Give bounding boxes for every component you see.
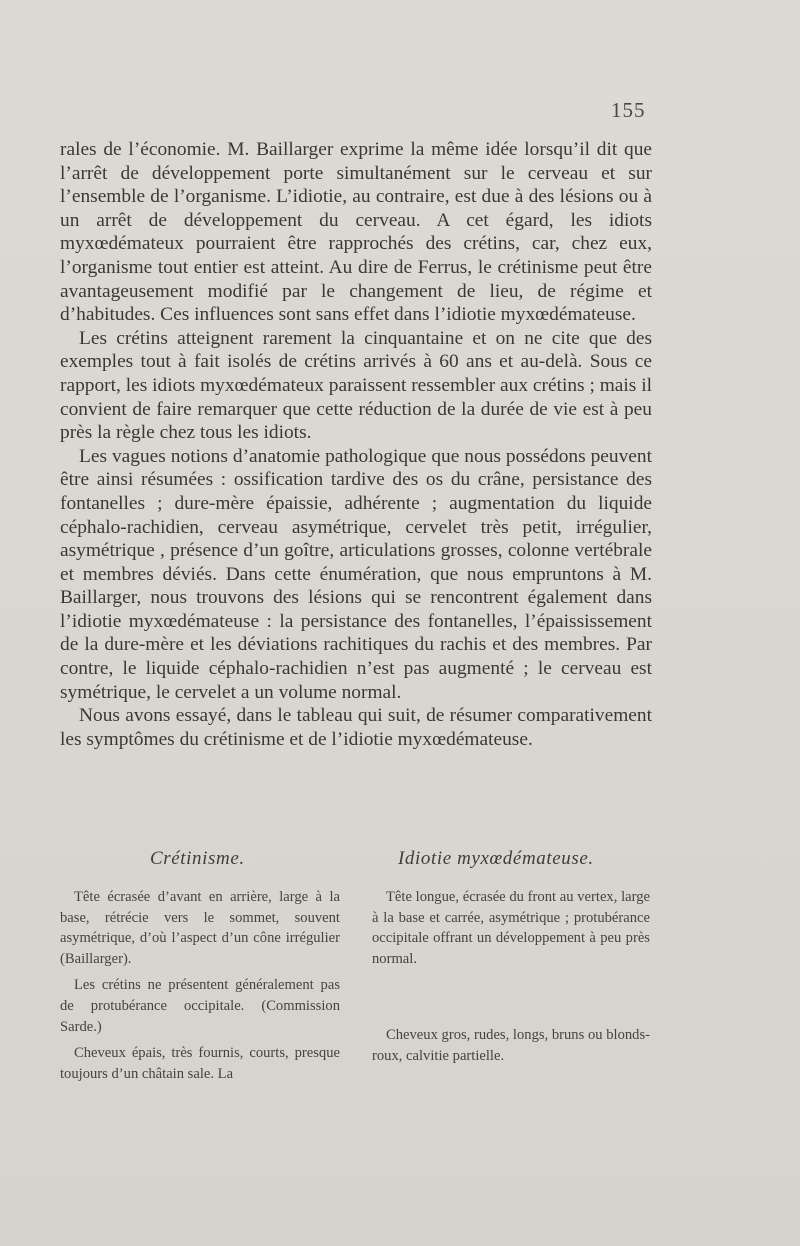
paragraph: Les crétins atteignent rarement la cinquantaine et on ne cite que des exemples tout à fait isolés de crétins arrivés à 60 ans et au-delà. Sous ce rapport, les idiots myxœdémateux paraissent ressembler aux crétins ; mais il convient de faire remarquer que cette réduction de la durée de vie est à peu près la règle chez tous les idiots. xyxy=(60,327,652,444)
column-paragraph: Tête écrasée d’avant en arrière, large à la base, rétrécie vers le sommet, souvent asymétrique, d’où l’aspect d’un cône irrégulier (Baillarger). xyxy=(60,889,340,967)
column-paragraph: Les crétins ne présentent généralement pas de protubérance occipitale. (Commission Sarde.) xyxy=(60,977,340,1035)
myxedema-column-heading: Idiotie myxœdémateuse. xyxy=(398,848,594,869)
column-paragraph: Cheveux gros, rudes, longs, bruns ou blonds-roux, calvitie partielle. xyxy=(372,1027,650,1064)
column-paragraph: Tête longue, écrasée du front au vertex, large à la base et carrée, asymétrique ; protubérance occipitale offrant un développement à peu près normal. xyxy=(372,889,650,967)
myxedema-column xyxy=(372,887,650,1073)
paragraph: Les vagues notions d’anatomie pathologique que nous possédons peuvent être ainsi résumées : ossification tardive des os du crâne, persistance des fontanelles ; dure-mère épaissie, adhérente ; augmentation du liquide céphalo-rachidien, cerveau asymétrique, cervelet très petit, irrégulier, asymétrique , présence d’un goître, articulations grosses, colonne vertébrale et membres déviés. Dans cette énumération, que nous empruntons à M. Baillarger, nous trouvons des lésions qui se rencontrent également dans l’idiotie myxœdémateuse : la persistance des fontanelles, l’épaississement de la dure-mère et les déviations rachitiques du rachis et des membres. Par contre, le liquide céphalo-rachidien n’est pas augmenté ; le cerveau est symétrique, le cervelet a un volume normal. xyxy=(60,445,652,703)
page-number: 155 xyxy=(611,98,646,122)
paragraph: Nous avons essayé, dans le tableau qui suit, de résumer comparativement les symptômes du crétinisme et de l’idiotie myxœdémateuse. xyxy=(60,705,652,750)
main-text xyxy=(60,138,652,751)
cretinism-column xyxy=(60,887,340,1090)
cretinism-column-heading: Crétinisme. xyxy=(150,848,245,869)
paragraph: rales de l’économie. M. Baillarger exprime la même idée lorsqu’il dit que l’arrêt de développement porte simultanément sur le cerveau et sur l’ensemble de l’organisme. L’idiotie, au contraire, est due à des lésions ou à un arrêt de développement du cerveau. A cet égard, les idiots myxœdémateux pourraient être rapprochés des crétins, car, chez eux, l’organisme tout entier est atteint. Au dire de Ferrus, le crétinisme peut être avantageusement modifié par le changement de lieu, de régime et d’habitudes. Ces influences sont sans effet dans l’idiotie myxœdémateuse. xyxy=(60,139,652,326)
column-paragraph: Cheveux épais, très fournis, courts, presque toujours d’un châtain sale. La xyxy=(60,1045,340,1082)
